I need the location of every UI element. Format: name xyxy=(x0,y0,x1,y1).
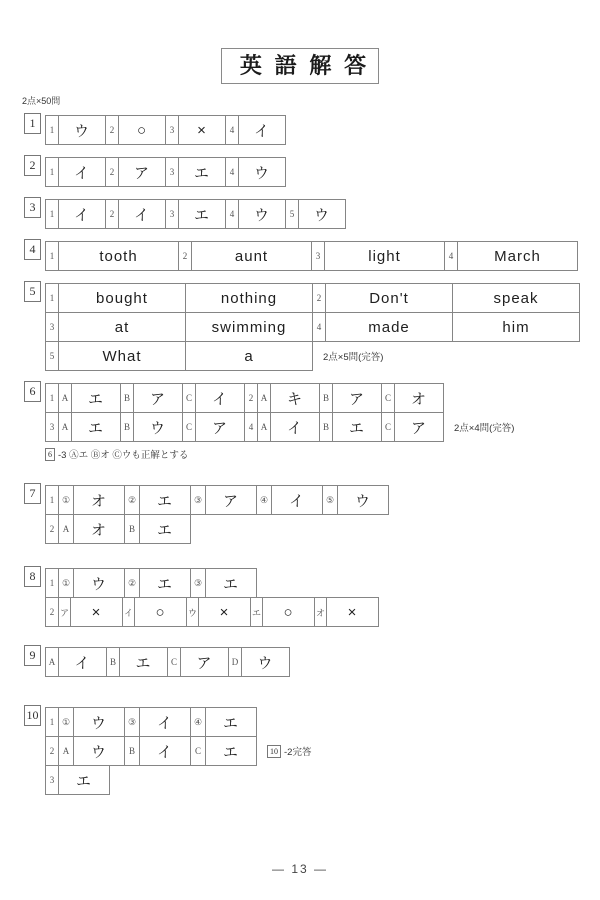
answer-cell: ウ xyxy=(73,707,125,737)
item-number-cell: 2 xyxy=(45,514,59,544)
item-number-cell: 1 xyxy=(45,568,59,598)
question-body xyxy=(45,115,286,145)
item-number-cell: 2 xyxy=(178,241,192,271)
sub-label-cell: C xyxy=(182,383,196,413)
sub-label-cell: ② xyxy=(124,568,140,598)
answer-cell: made xyxy=(325,312,453,342)
answer-cell: ウ xyxy=(73,568,125,598)
answer-cell: エ xyxy=(58,765,110,795)
answer-cell: イ xyxy=(238,115,286,145)
answer-cell: オ xyxy=(394,383,444,413)
answer-cells xyxy=(45,312,580,342)
answer-cells xyxy=(45,341,313,371)
answer-row xyxy=(45,707,311,737)
answer-cell: エ xyxy=(119,647,168,677)
answer-cells xyxy=(45,568,257,598)
answer-cell: ア xyxy=(118,157,166,187)
answer-cell: イ xyxy=(270,412,320,442)
answer-cells xyxy=(45,707,257,737)
question-number-box: 3 xyxy=(24,197,41,218)
sub-label-cell: A xyxy=(58,383,72,413)
answer-cell: エ xyxy=(178,199,226,229)
note-text: 2点×4問(完答) xyxy=(454,423,515,435)
answer-cell: ウ xyxy=(133,412,183,442)
item-number-cell: 2 xyxy=(244,383,258,413)
answer-cell: エ xyxy=(332,412,382,442)
answer-cell: ○ xyxy=(262,597,315,627)
answer-cells xyxy=(45,115,286,145)
sub-label-cell: ア xyxy=(58,597,71,627)
answer-row xyxy=(45,383,514,413)
boxed-question-number: 6 xyxy=(45,448,55,461)
sub-label-cell: ③ xyxy=(124,707,140,737)
answer-cell: bought xyxy=(58,283,186,313)
sub-label-cell: ④ xyxy=(256,485,272,515)
answer-row xyxy=(45,283,580,313)
question-body xyxy=(45,283,580,371)
answer-cell: March xyxy=(457,241,578,271)
sub-label-cell: C xyxy=(381,412,395,442)
sub-label-cell: B xyxy=(319,412,333,442)
answer-row xyxy=(45,647,290,677)
answer-cell: light xyxy=(324,241,445,271)
sub-label-cell: A xyxy=(58,412,72,442)
question-8 xyxy=(24,568,600,627)
answer-cells xyxy=(45,514,191,544)
question-3 xyxy=(24,199,600,229)
score-note: 2点×50問 xyxy=(22,96,61,107)
answer-cell: ア xyxy=(180,647,229,677)
sub-label-cell: ① xyxy=(58,568,74,598)
sub-label-cell: ④ xyxy=(190,707,206,737)
item-number-cell: 1 xyxy=(45,241,59,271)
boxed-question-number: 10 xyxy=(267,745,281,758)
page-title xyxy=(221,48,379,84)
answer-cell: × xyxy=(178,115,226,145)
sub-label-cell: ウ xyxy=(186,597,199,627)
answer-cell: ア xyxy=(332,383,382,413)
sub-label-cell: エ xyxy=(250,597,263,627)
item-number-cell: 3 xyxy=(45,312,59,342)
sub-label-cell: ③ xyxy=(190,485,206,515)
item-number-cell: 2 xyxy=(105,157,119,187)
sub-label-cell: C xyxy=(381,383,395,413)
question-4 xyxy=(24,241,600,271)
answer-cell: ウ xyxy=(298,199,346,229)
answer-cell: speak xyxy=(452,283,580,313)
score-note-inline xyxy=(454,420,514,434)
question-number-box: 8 xyxy=(24,566,41,587)
answer-cell: イ xyxy=(195,383,245,413)
sub-label-cell: オ xyxy=(314,597,327,627)
item-number-cell: 3 xyxy=(165,199,179,229)
sub-label-cell: A xyxy=(257,383,271,413)
item-number-cell: 4 xyxy=(444,241,458,271)
note-text: 2点×5問(完答) xyxy=(323,352,384,364)
answer-row xyxy=(45,157,286,187)
item-number-cell: 1 xyxy=(45,199,59,229)
answer-cell: エ xyxy=(205,568,257,598)
answer-cell: ア xyxy=(195,412,245,442)
answer-cell: × xyxy=(326,597,379,627)
score-note-inline xyxy=(323,349,383,363)
answer-cell: エ xyxy=(205,707,257,737)
question-body xyxy=(45,647,290,677)
sub-label-cell: A xyxy=(58,514,74,544)
answer-cell: ウ xyxy=(241,647,290,677)
item-number-cell: 2 xyxy=(105,115,119,145)
item-number-cell: 3 xyxy=(45,412,59,442)
answer-row xyxy=(45,341,580,371)
item-number-cell: 1 xyxy=(45,383,59,413)
item-number-cell: 4 xyxy=(312,312,326,342)
item-number-cell: 4 xyxy=(225,157,239,187)
answer-row xyxy=(45,765,311,795)
question-number-box: 2 xyxy=(24,155,41,176)
item-number-cell: 1 xyxy=(45,283,59,313)
answer-cell: イ xyxy=(139,707,191,737)
question-body xyxy=(45,157,286,187)
answer-cells xyxy=(45,241,578,271)
note-text: -2完答 xyxy=(284,747,312,759)
item-number-cell: 1 xyxy=(45,157,59,187)
question-body xyxy=(45,199,346,229)
question-number-box: 6 xyxy=(24,381,41,402)
sub-label-cell: ⑤ xyxy=(322,485,338,515)
sub-label-cell: ① xyxy=(58,707,74,737)
answer-cell: ア xyxy=(205,485,257,515)
answer-cell: キ xyxy=(270,383,320,413)
item-number-cell: 1 xyxy=(45,485,59,515)
answer-cell: イ xyxy=(271,485,323,515)
answer-cell: swimming xyxy=(185,312,313,342)
answer-cell: オ xyxy=(73,485,125,515)
item-number-cell: 4 xyxy=(225,115,239,145)
sub-label-cell: B xyxy=(106,647,120,677)
correction-footnote xyxy=(45,447,514,461)
question-1 xyxy=(24,115,600,145)
item-number-cell: 3 xyxy=(311,241,325,271)
question-9 xyxy=(24,647,600,677)
answer-row xyxy=(45,115,286,145)
questions-list xyxy=(24,115,600,795)
answer-cell: ○ xyxy=(118,115,166,145)
answer-cell: イ xyxy=(58,647,107,677)
answer-row xyxy=(45,412,514,442)
answer-cells xyxy=(45,383,444,413)
answer-row xyxy=(45,568,379,598)
answer-row xyxy=(45,199,346,229)
sub-label-cell: ② xyxy=(124,485,140,515)
item-number-cell: 1 xyxy=(45,707,59,737)
answer-cell: イ xyxy=(139,736,191,766)
answer-cell: ウ xyxy=(73,736,125,766)
item-number-cell: 5 xyxy=(285,199,299,229)
answer-cell: エ xyxy=(71,412,121,442)
question-number-box: 10 xyxy=(24,705,41,726)
answer-cells xyxy=(45,765,110,795)
sub-label-cell: B xyxy=(319,383,333,413)
sub-label-cell: イ xyxy=(122,597,135,627)
sub-label-cell: C xyxy=(167,647,181,677)
answer-cells xyxy=(45,157,286,187)
question-body xyxy=(45,707,311,795)
question-body xyxy=(45,485,389,544)
sub-label-cell: A xyxy=(58,736,74,766)
answer-cells xyxy=(45,647,290,677)
item-number-cell: 2 xyxy=(312,283,326,313)
answer-row xyxy=(45,485,389,515)
answer-cell: エ xyxy=(139,568,191,598)
page-number: — 13 — xyxy=(271,862,328,876)
item-number-cell: 4 xyxy=(225,199,239,229)
answer-cells xyxy=(45,485,389,515)
sub-label-cell: B xyxy=(120,383,134,413)
sub-label-cell: ① xyxy=(58,485,74,515)
sub-label-cell: B xyxy=(124,736,140,766)
answer-row xyxy=(45,514,389,544)
answer-cell: ウ xyxy=(238,157,286,187)
item-number-cell: 1 xyxy=(45,115,59,145)
sub-label-cell: D xyxy=(228,647,242,677)
answer-cells xyxy=(45,597,379,627)
question-5 xyxy=(24,283,600,371)
answer-cell: イ xyxy=(58,199,106,229)
question-number-box: 5 xyxy=(24,281,41,302)
question-body xyxy=(45,383,514,461)
answer-cell: × xyxy=(198,597,251,627)
answer-cell: ウ xyxy=(238,199,286,229)
question-2 xyxy=(24,157,600,187)
question-number-box: 4 xyxy=(24,239,41,260)
answer-cell: イ xyxy=(118,199,166,229)
sub-label-cell: A xyxy=(45,647,59,677)
answer-row xyxy=(45,312,580,342)
answer-cell: ア xyxy=(394,412,444,442)
answer-cells xyxy=(45,283,580,313)
item-number-cell: 3 xyxy=(165,115,179,145)
item-number-cell: 3 xyxy=(45,765,59,795)
answer-cell: エ xyxy=(139,514,191,544)
answer-cell: Don't xyxy=(325,283,453,313)
sub-label-cell: B xyxy=(120,412,134,442)
item-number-cell: 4 xyxy=(244,412,258,442)
score-note-inline xyxy=(267,744,311,758)
question-10 xyxy=(24,707,600,795)
sub-label-cell: A xyxy=(257,412,271,442)
answer-cell: tooth xyxy=(58,241,179,271)
note-text: -3 Ⓐエ Ⓑオ Ⓒウも正解とする xyxy=(58,450,189,462)
answer-cell: him xyxy=(452,312,580,342)
question-6 xyxy=(24,383,600,461)
sub-label-cell: B xyxy=(124,514,140,544)
answer-cell: aunt xyxy=(191,241,312,271)
question-body xyxy=(45,568,379,627)
question-body xyxy=(45,241,578,271)
answer-row xyxy=(45,597,379,627)
answer-cells xyxy=(45,736,257,766)
answer-cell: at xyxy=(58,312,186,342)
answer-cell: What xyxy=(58,341,186,371)
answer-row xyxy=(45,736,311,766)
answer-cell: a xyxy=(185,341,313,371)
sub-label-cell: C xyxy=(190,736,206,766)
answer-cell: エ xyxy=(178,157,226,187)
question-number-box: 1 xyxy=(24,113,41,134)
answer-cells xyxy=(45,199,346,229)
answer-row xyxy=(45,241,578,271)
question-number-box: 9 xyxy=(24,645,41,666)
question-7 xyxy=(24,485,600,544)
answer-cell: エ xyxy=(139,485,191,515)
item-number-cell: 2 xyxy=(45,736,59,766)
page-title-text: 英語解答 xyxy=(239,53,379,78)
answer-cell: エ xyxy=(205,736,257,766)
item-number-cell: 2 xyxy=(45,597,59,627)
question-number-box: 7 xyxy=(24,483,41,504)
answer-cell: ア xyxy=(133,383,183,413)
answer-cell: オ xyxy=(73,514,125,544)
item-number-cell: 3 xyxy=(165,157,179,187)
answer-cell: エ xyxy=(71,383,121,413)
answer-cell: ○ xyxy=(134,597,187,627)
item-number-cell: 5 xyxy=(45,341,59,371)
answer-cell: nothing xyxy=(185,283,313,313)
answer-cells xyxy=(45,412,444,442)
answer-cell: × xyxy=(70,597,123,627)
answer-cell: ウ xyxy=(58,115,106,145)
answer-cell: ウ xyxy=(337,485,389,515)
answer-cell: イ xyxy=(58,157,106,187)
sub-label-cell: ③ xyxy=(190,568,206,598)
item-number-cell: 2 xyxy=(105,199,119,229)
sub-label-cell: C xyxy=(182,412,196,442)
